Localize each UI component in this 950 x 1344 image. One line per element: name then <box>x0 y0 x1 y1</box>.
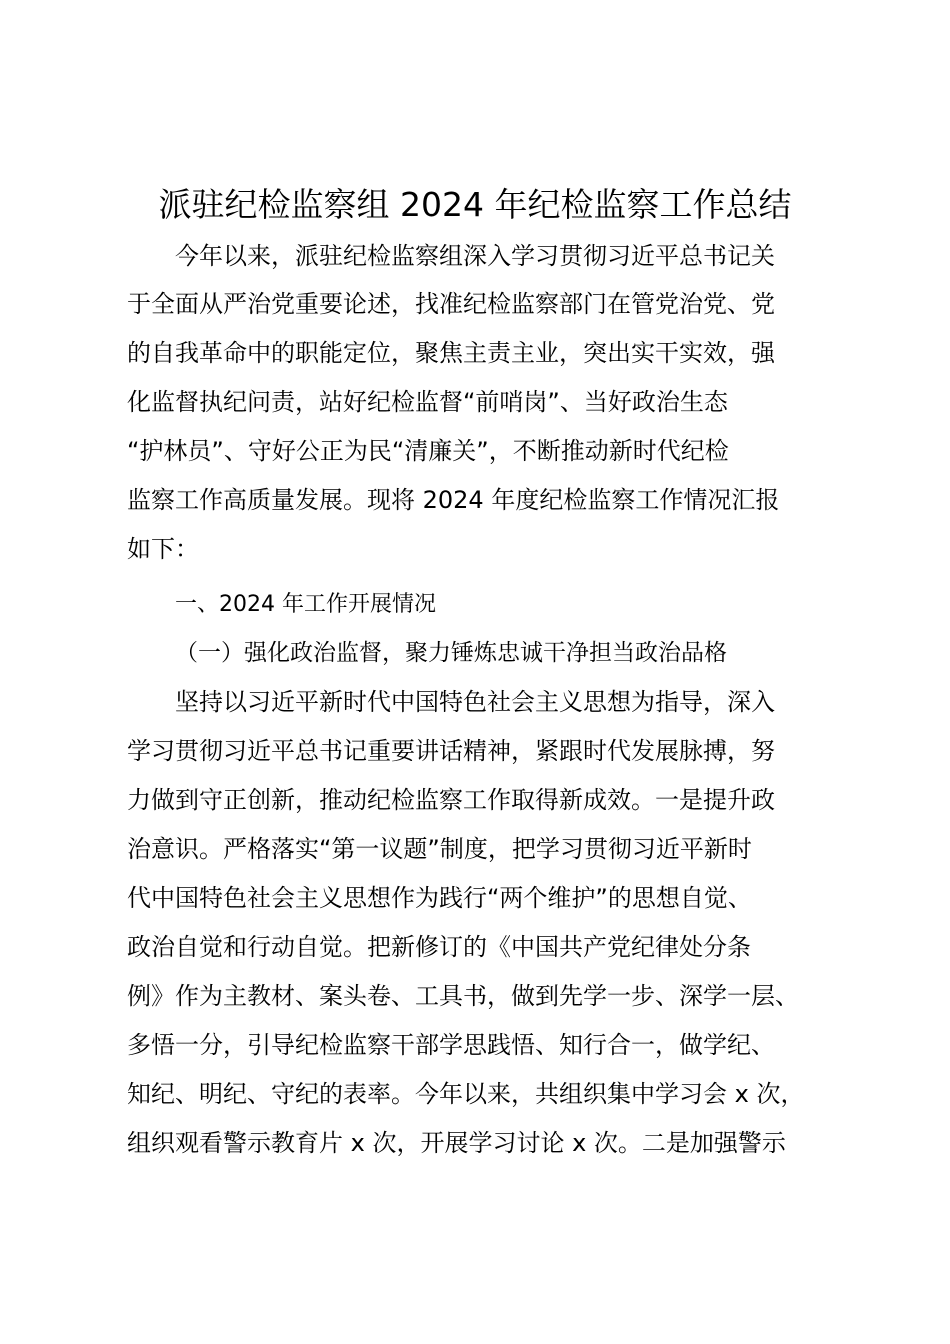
body-line: 如下： <box>127 535 199 563</box>
body-line: 治意识。严格落实“第一议题”制度，把学习贯彻习近平新时 <box>127 835 752 863</box>
subsection-heading: （一）强化政治监督，聚力锤炼忠诚干净担当政治品格 <box>175 640 727 666</box>
body-line: 化监督执纪问责，站好纪检监督“前哨岗”、当好政治生态 <box>127 388 728 416</box>
body-line: 政治自觉和行动自觉。把新修订的《中国共产党纪律处分条 <box>127 933 751 961</box>
body-line: 今年以来，派驻纪检监察组深入学习贯彻习近平总书记关 <box>175 242 775 270</box>
body-line: 坚持以习近平新时代中国特色社会主义思想为指导，深入 <box>175 688 775 716</box>
body-line: 力做到守正创新，推动纪检监察工作取得新成效。一是提升政 <box>127 786 775 814</box>
body-line: “护林员”、守好公正为民“清廉关”，不断推动新时代纪检 <box>127 437 729 465</box>
section-heading: 一、2024 年工作开展情况 <box>175 592 436 617</box>
body-line: 代中国特色社会主义思想作为践行“两个维护”的思想自觉、 <box>127 884 752 912</box>
document-title: 派驻纪检监察组 2024 年纪检监察工作总结 <box>158 185 792 224</box>
body-line: 知纪、明纪、守纪的表率。今年以来，共组织集中学习会 x 次， <box>127 1080 805 1108</box>
body-line: 学习贯彻习近平总书记重要讲话精神，紧跟时代发展脉搏，努 <box>127 737 775 765</box>
body-line: 的自我革命中的职能定位，聚焦主责主业，突出实干实效，强 <box>127 339 775 367</box>
body-line: 多悟一分，引导纪检监察干部学思践悟、知行合一，做学纪、 <box>127 1031 775 1059</box>
body-line: 于全面从严治党重要论述，找准纪检监察部门在管党治党、党 <box>127 290 775 318</box>
body-line: 监察工作高质量发展。现将 2024 年度纪检监察工作情况汇报 <box>127 486 780 514</box>
body-line: 例》作为主教材、案头卷、工具书，做到先学一步、深学一层、 <box>127 982 799 1010</box>
body-line: 组织观看警示教育片 x 次，开展学习讨论 x 次。二是加强警示 <box>127 1129 786 1157</box>
